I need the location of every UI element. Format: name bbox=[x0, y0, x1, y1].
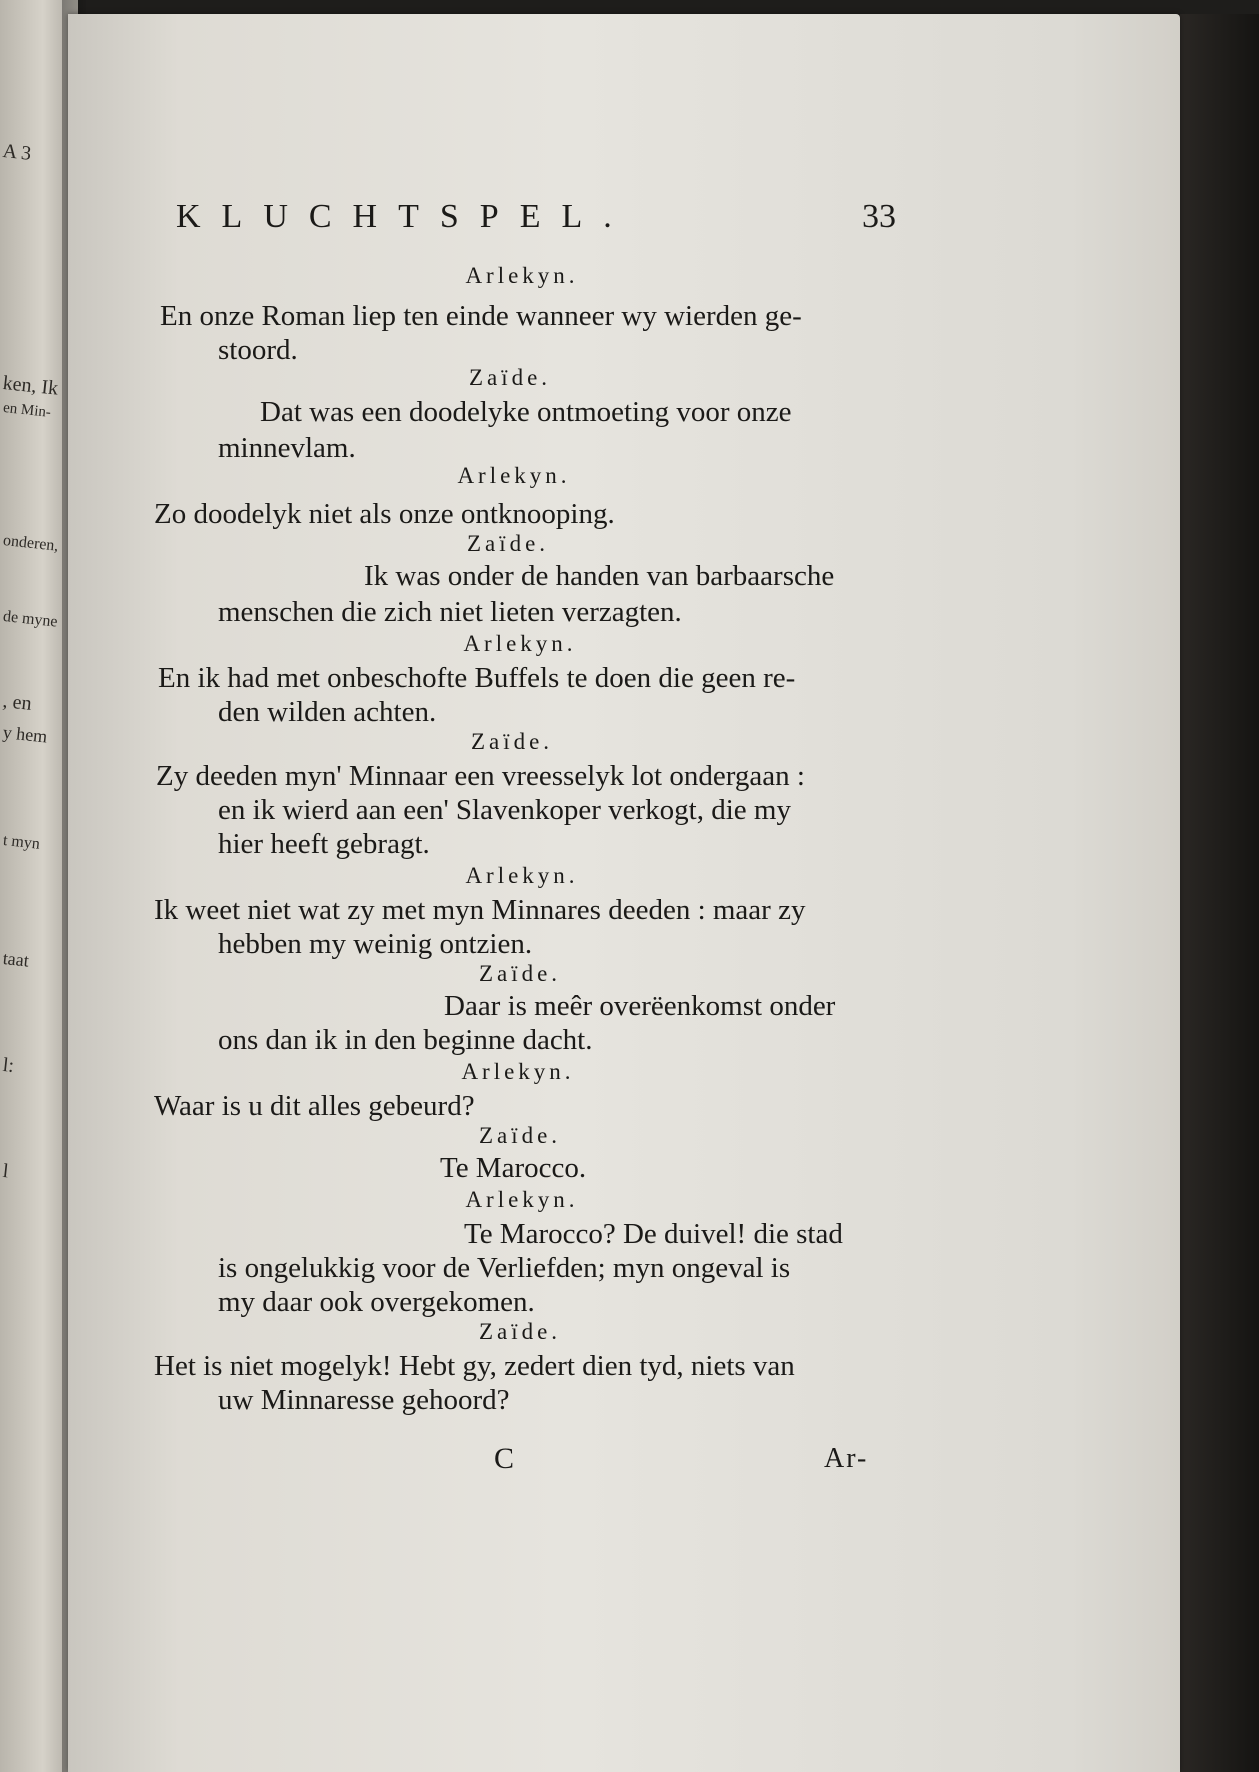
dialogue-line: menschen die zich niet lieten verzagten. bbox=[218, 596, 682, 628]
running-head bbox=[176, 198, 896, 236]
speaker-name: Arlekyn. bbox=[465, 263, 579, 288]
speaker-name: Zaïde. bbox=[468, 365, 552, 390]
dialogue-line: is ongelukkig voor de Verliefden; myn ongeval is bbox=[218, 1252, 791, 1284]
facing-page-fragment: , en bbox=[1, 690, 33, 715]
facing-page-fragment: t myn bbox=[2, 832, 41, 853]
facing-page-fragment: l: bbox=[1, 1054, 16, 1078]
dialogue-line: Te Marocco. bbox=[440, 1152, 587, 1184]
speaker-name: Zaïde. bbox=[478, 1123, 562, 1148]
facing-page-fragment: A 3 bbox=[1, 140, 33, 165]
signature-mark: C bbox=[494, 1442, 515, 1475]
facing-page-fragment: ken, Ik bbox=[1, 372, 60, 400]
speaker-name: Arlekyn. bbox=[465, 863, 579, 888]
dialogue-line: Het is niet mogelyk! Hebt gy, zedert dien tyd, niets van bbox=[154, 1350, 795, 1382]
dialogue-line: Daar is meêr overëenkomst onder bbox=[444, 990, 836, 1022]
dialogue-line: Zo doodelyk niet als onze ontknooping. bbox=[154, 498, 615, 530]
dialogue-line: Waar is u dit alles gebeurd? bbox=[154, 1090, 475, 1122]
speaker-name: Arlekyn. bbox=[461, 1059, 575, 1084]
speaker-name: Arlekyn. bbox=[465, 1187, 579, 1212]
speaker-name: Zaïde. bbox=[478, 1319, 562, 1344]
dialogue-line: uw Minnaresse gehoord? bbox=[218, 1384, 510, 1416]
dialogue-line: den wilden achten. bbox=[218, 696, 437, 728]
facing-page-fragment: onderen, bbox=[2, 532, 60, 555]
dialogue-line: stoord. bbox=[218, 334, 298, 366]
facing-page-fragment: y hem bbox=[1, 722, 49, 747]
dialogue-line: minnevlam. bbox=[218, 432, 356, 464]
dialogue-line: hebben my weinig ontzien. bbox=[218, 928, 533, 960]
speaker-name: Zaïde. bbox=[470, 729, 554, 754]
dialogue-line: Te Marocco? De duivel! die stad bbox=[464, 1218, 843, 1250]
dialogue-line: en ik wierd aan een' Slavenkoper verkogt, die my bbox=[218, 794, 791, 826]
dialogue-line: Ik was onder de handen van barbaarsche bbox=[364, 560, 835, 592]
speaker-name: Zaïde. bbox=[478, 961, 562, 986]
dialogue-line: En onze Roman liep ten einde wanneer wy wierden ge- bbox=[160, 300, 802, 332]
facing-page-fragment: en Min- bbox=[2, 400, 52, 421]
dialogue-line: Dat was een doodelyke ontmoeting voor onze bbox=[260, 396, 792, 428]
dialogue-line: En ik had met onbeschofte Buffels te doen die geen re- bbox=[158, 662, 796, 694]
dialogue-line: Ik weet niet wat zy met myn Minnares deeden : maar zy bbox=[154, 894, 806, 926]
catchword: Ar- bbox=[824, 1443, 869, 1474]
running-title: KLUCHTSPEL. bbox=[176, 198, 633, 235]
facing-page-fragment: l bbox=[1, 1160, 10, 1183]
speaker-name: Arlekyn. bbox=[463, 631, 577, 656]
facing-page-fragment: de myne bbox=[2, 608, 59, 631]
speaker-name: Zaïde. bbox=[466, 531, 550, 556]
speaker-name: Arlekyn. bbox=[457, 463, 571, 488]
book-page bbox=[68, 14, 1180, 1772]
dialogue-line: my daar ook overgekomen. bbox=[218, 1286, 535, 1318]
dialogue-line: hier heeft gebragt. bbox=[218, 828, 430, 860]
dialogue-line: ons dan ik in den beginne dacht. bbox=[218, 1024, 593, 1056]
page-number: 33 bbox=[862, 198, 896, 235]
dialogue-line: Zy deeden myn' Minnaar een vreesselyk lot ondergaan : bbox=[156, 760, 805, 792]
background-edge bbox=[1180, 14, 1259, 1772]
facing-page-fragment: taat bbox=[1, 948, 30, 971]
